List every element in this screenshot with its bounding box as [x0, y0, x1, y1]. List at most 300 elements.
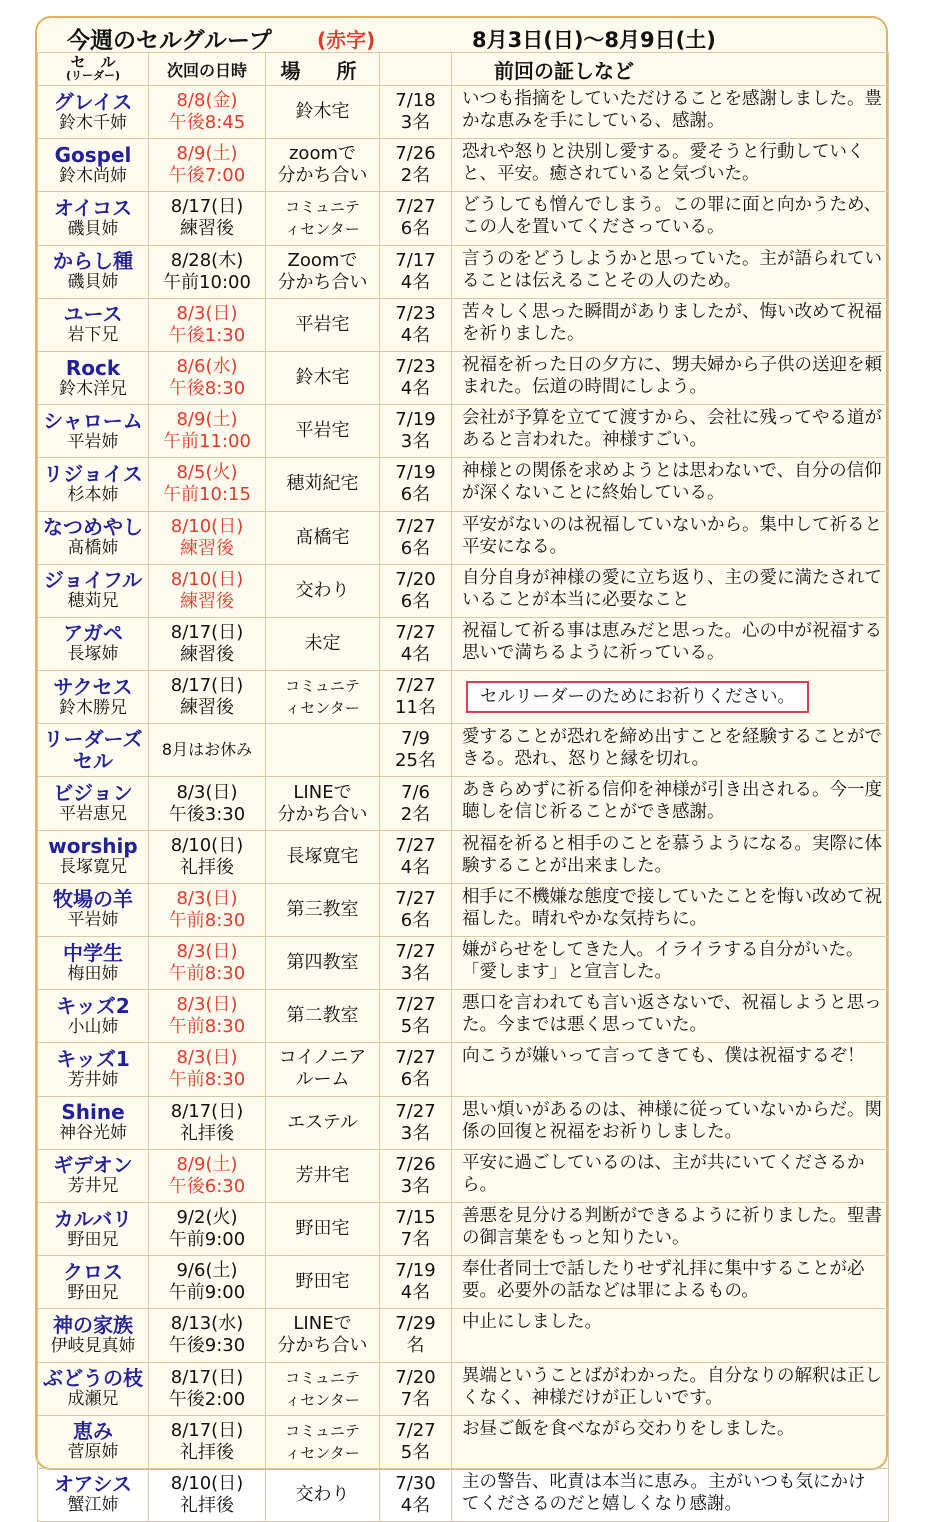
notes-column: [452, 1415, 889, 1468]
notes-column: [452, 671, 889, 724]
next-time: 午前10:00: [163, 271, 251, 293]
title-row: [37, 18, 886, 52]
testimony-text: 中止にしました。: [462, 1312, 602, 1333]
cell-leader: セル: [73, 749, 113, 774]
place-line: 髙橋宅: [295, 526, 350, 548]
next-time: 礼拝後: [180, 1441, 234, 1463]
next-date: 8/17(日): [170, 196, 244, 218]
next-time: 午前8:30: [168, 909, 246, 931]
last-column: [380, 298, 452, 351]
last-count: 4名: [400, 856, 431, 878]
next-column: [149, 830, 266, 883]
cell-leader: 野田兄: [67, 1229, 119, 1250]
next-time: 午前9:00: [168, 1282, 246, 1304]
testimony-text: 平安がないのは祝福していないから。集中して祈ると平安になる。: [462, 514, 882, 557]
last-count: 2名: [400, 803, 431, 825]
cell-column: [38, 830, 149, 883]
place-line: 平岩宅: [295, 420, 350, 442]
cell-leader: 杉本姉: [67, 484, 119, 505]
cell-name: カルバリ: [53, 1206, 133, 1231]
cell-leader: 平岩姉: [67, 910, 119, 931]
notes-column: [452, 298, 889, 351]
place-column: [266, 724, 380, 777]
place-column: [266, 511, 380, 564]
next-time: 午前10:15: [163, 484, 251, 506]
last-date: 7/9: [401, 728, 430, 750]
last-column: [380, 1309, 452, 1362]
table-row: [38, 1468, 889, 1521]
last-column: [380, 671, 452, 724]
testimony-text: 祝福を祈った日の夕方に、甥夫婦から子供の送迎を頼まれた。伝道の時間にしよう。: [462, 354, 882, 397]
place-line: エステル: [287, 1111, 358, 1133]
table-row: [38, 458, 889, 511]
cell-column: [38, 192, 149, 245]
last-count: 4名: [400, 1494, 431, 1516]
last-column: [380, 1202, 452, 1255]
place-line: Zoomで: [287, 249, 358, 271]
place-line: 鈴木宅: [295, 367, 350, 389]
cell-name: リジョイス: [43, 461, 143, 486]
table-row: [38, 1096, 889, 1149]
place-line: 長塚寛宅: [286, 845, 359, 867]
place-column: [266, 830, 380, 883]
last-column: [380, 245, 452, 298]
table-row: [38, 1362, 889, 1415]
cell-name: なつめやし: [43, 515, 143, 540]
place-line: ィセンター: [285, 1390, 360, 1409]
prayer-request-box: セルリーダーのためにお祈りください。: [466, 681, 809, 713]
testimony-text: お昼ご飯を食べながら交わりをしました。: [462, 1418, 795, 1439]
cell-name: 牧場の羊: [53, 887, 133, 912]
next-time: 午前9:00: [168, 1229, 246, 1251]
next-column: [149, 937, 266, 990]
place-column: [266, 351, 380, 404]
place-line: 第三教室: [286, 898, 359, 920]
cell-name: アガペ: [63, 621, 123, 646]
cell-name: オアシス: [54, 1472, 132, 1497]
next-date: 8/9(土): [176, 1153, 238, 1175]
last-count: 7名: [400, 1388, 431, 1410]
cell-name: オイコス: [53, 195, 133, 220]
cell-column: [38, 777, 149, 830]
next-column: [149, 1362, 266, 1415]
cell-leader: 磯貝姉: [67, 218, 119, 239]
last-count: 4名: [400, 271, 431, 293]
notes-column: [452, 1043, 889, 1096]
place-column: [266, 617, 380, 670]
cell-name: サクセス: [53, 674, 133, 699]
last-count: 4名: [400, 643, 431, 665]
cell-column: [38, 458, 149, 511]
header-notes: 前回の証しなど: [452, 53, 889, 86]
place-line: ィセンター: [285, 699, 360, 718]
last-column: [380, 564, 452, 617]
cell-column: [38, 1149, 149, 1202]
next-column: [149, 1043, 266, 1096]
last-column: [380, 192, 452, 245]
cell-name: 恵み: [73, 1419, 113, 1444]
cell-column: [38, 298, 149, 351]
cell-column: [38, 245, 149, 298]
notes-column: [452, 86, 889, 139]
place-line: 交わり: [295, 579, 350, 601]
next-column: [149, 458, 266, 511]
notes-column: [452, 617, 889, 670]
next-time: 午後6:30: [168, 1175, 246, 1197]
header-place: 場 所: [266, 53, 380, 86]
notes-column: [452, 1256, 889, 1309]
next-date: 8/17(日): [170, 621, 244, 643]
last-date: 7/20: [395, 1366, 436, 1388]
cell-name: Gospel: [54, 142, 132, 167]
last-column: [380, 1149, 452, 1202]
table-row: [38, 86, 889, 139]
page-title: 今週のセルグループ: [67, 28, 272, 54]
last-column: [380, 405, 452, 458]
place-line: 第四教室: [286, 952, 359, 974]
cell-column: [38, 724, 149, 777]
table-row: [38, 351, 889, 404]
next-column: [149, 1202, 266, 1255]
next-date: 8/6(水): [176, 356, 238, 378]
next-column: [149, 192, 266, 245]
place-line: 未定: [304, 632, 341, 654]
next-column: [149, 1256, 266, 1309]
next-column: [149, 1468, 266, 1521]
next-time: 礼拝後: [180, 1494, 234, 1516]
last-date: 7/27: [395, 1047, 436, 1069]
table-row: [38, 724, 889, 777]
cell-name: ビジョン: [53, 781, 133, 806]
next-column: [149, 990, 266, 1043]
last-column: [380, 458, 452, 511]
cell-leader: 髙橋姉: [67, 538, 119, 559]
cell-leader: 成瀬兄: [67, 1389, 119, 1410]
place-line: 芳井宅: [295, 1164, 350, 1186]
last-date: 7/23: [395, 302, 436, 324]
place-line: 分かち合い: [277, 271, 368, 293]
last-count: 4名: [400, 378, 431, 400]
next-date: 8/9(土): [176, 409, 238, 431]
last-date: 7/27: [395, 621, 436, 643]
next-date: 9/6(土): [176, 1260, 238, 1282]
next-date: 8/28(木): [170, 249, 244, 271]
next-date: 9/2(火): [176, 1207, 238, 1229]
cell-leader: 野田兄: [67, 1282, 119, 1303]
last-column: [380, 1468, 452, 1521]
notes-column: [452, 245, 889, 298]
cell-leader: 磯貝姉: [67, 272, 119, 293]
next-time: 午後9:30: [168, 1335, 246, 1357]
next-date: 8/10(日): [170, 568, 244, 590]
notes-column: [452, 1362, 889, 1415]
place-column: [266, 298, 380, 351]
next-column: [149, 139, 266, 192]
cell-column: [38, 990, 149, 1043]
cell-column: [38, 617, 149, 670]
schedule-sheet: [35, 16, 888, 1516]
testimony-text: 嫌がらせをしてきた人。イライラする自分がいた。「愛します」と宣言した。: [462, 940, 864, 982]
place-column: [266, 671, 380, 724]
last-count: 7名: [400, 1229, 431, 1251]
testimony-text: 恐れや怒りと決別し愛する。愛そうと行動していくと、平安。癒されていると気づいた。: [462, 142, 865, 185]
next-date: 8/3(日): [176, 1047, 238, 1069]
testimony-text: 相手に不機嫌な態度で接していたことを悔い改めて祝福した。晴れやかな気持ちに。: [462, 886, 882, 929]
testimony-text: 主の警告、叱責は本当に恵み。主がいつも気にかけてくださるのだと嬉しくなり感謝。: [462, 1471, 866, 1514]
cell-column: [38, 1256, 149, 1309]
testimony-text: 善悪を見分ける判断ができるように祈りました。聖書の御言葉をもっと知りたい。: [462, 1205, 882, 1248]
last-count: 6名: [400, 590, 431, 612]
cell-leader: 鈴木勝兄: [59, 697, 127, 718]
testimony-text: 思い煩いがあるのは、神様に従っていないからだ。関係の回復と祝福をお祈りしました。: [462, 1099, 882, 1142]
last-date: 7/30: [395, 1472, 436, 1494]
place-line: 野田宅: [295, 1218, 350, 1240]
cell-leader: 鈴木尚姉: [59, 165, 127, 186]
last-count: 3名: [400, 963, 431, 985]
cell-name: 中学生: [63, 940, 123, 965]
testimony-text: 愛することが恐れを締め出すことを経験することができる。恐れ、怒りと縁を切れ。: [462, 727, 882, 770]
last-date: 7/15: [395, 1207, 436, 1229]
last-column: [380, 777, 452, 830]
notes-column: [452, 564, 889, 617]
last-column: [380, 724, 452, 777]
place-line: コイノニア: [278, 1047, 367, 1069]
place-line: ルーム: [295, 1069, 350, 1091]
table-row: [38, 1256, 889, 1309]
next-column: [149, 724, 266, 777]
last-date: 7/27: [395, 1100, 436, 1122]
table-row: [38, 777, 889, 830]
place-column: [266, 883, 380, 936]
cell-name: シャローム: [43, 408, 143, 433]
next-date: 8/3(日): [176, 941, 238, 963]
next-date: 8/3(日): [176, 302, 238, 324]
place-line: 野田宅: [295, 1271, 350, 1293]
place-column: [266, 1149, 380, 1202]
last-count: 6名: [400, 537, 431, 559]
testimony-text: 向こうが嫌いって言ってきても、僕は祝福するぞ！: [462, 1046, 865, 1067]
next-time: 午後2:00: [168, 1388, 246, 1410]
last-date: 7/27: [395, 887, 436, 909]
cell-leader: 神谷光姉: [59, 1123, 127, 1144]
table-row: [38, 511, 889, 564]
cell-column: [38, 671, 149, 724]
place-column: [266, 1256, 380, 1309]
place-line: LINEで: [293, 1313, 352, 1335]
cell-column: [38, 86, 149, 139]
notes-column: [452, 458, 889, 511]
next-column: [149, 86, 266, 139]
cell-leader: 穂苅兄: [67, 591, 119, 612]
place-line: ィセンター: [285, 1443, 360, 1462]
notes-column: [452, 139, 889, 192]
next-date: 8/3(日): [176, 887, 238, 909]
cell-leader: 平岩恵兄: [59, 804, 127, 825]
last-date: 7/27: [395, 675, 436, 697]
last-column: [380, 990, 452, 1043]
place-column: [266, 86, 380, 139]
notes-column: [452, 351, 889, 404]
place-line: 分かち合い: [277, 803, 368, 825]
notes-column: [452, 1096, 889, 1149]
place-line: zoomで: [288, 143, 356, 165]
place-column: [266, 1096, 380, 1149]
place-column: [266, 1362, 380, 1415]
cell-leader: 鈴木洋兄: [59, 378, 127, 399]
next-column: [149, 511, 266, 564]
next-time: 練習後: [180, 643, 234, 665]
last-column: [380, 1043, 452, 1096]
place-line: コミュニテ: [285, 677, 360, 696]
next-date: 8/3(日): [176, 781, 238, 803]
cell-column: [38, 1362, 149, 1415]
last-count: 6名: [400, 1069, 431, 1091]
cell-column: [38, 511, 149, 564]
place-line: コミュニテ: [285, 1421, 360, 1440]
testimony-text: 祝福して祈る事は恵みだと思った。心の中が祝福する思いで満ちるように祈っている。: [462, 620, 882, 663]
last-date: 7/26: [395, 143, 436, 165]
place-line: 第二教室: [286, 1005, 359, 1027]
next-column: [149, 671, 266, 724]
last-count: 3名: [400, 431, 431, 453]
last-column: [380, 883, 452, 936]
cell-name: Shine: [61, 1100, 125, 1125]
next-time: 午前11:00: [163, 431, 251, 453]
cell-column: [38, 937, 149, 990]
testimony-text: 異端ということばがわかった。自分なりの解釈は正しくなく、神様だけが正しいです。: [462, 1365, 882, 1408]
last-count: 11名: [395, 697, 436, 719]
last-count: 名: [406, 1335, 425, 1357]
notes-column: [452, 1149, 889, 1202]
last-column: [380, 937, 452, 990]
last-column: [380, 1415, 452, 1468]
place-line: 平岩宅: [295, 313, 350, 335]
last-column: [380, 1362, 452, 1415]
place-line: 穂苅紀宅: [286, 473, 359, 495]
cell-leader: 芳井兄: [67, 1176, 119, 1197]
place-column: [266, 990, 380, 1043]
notes-column: [452, 511, 889, 564]
cell-leader: 梅田姉: [67, 963, 119, 984]
cell-column: [38, 1096, 149, 1149]
place-column: [266, 1043, 380, 1096]
testimony-text: いつも指摘をしていただけることを感謝しました。豊かな恵みを手にしている、感謝。: [462, 89, 882, 131]
cell-column: [38, 1415, 149, 1468]
table-row: [38, 1202, 889, 1255]
table-row: [38, 937, 889, 990]
last-column: [380, 830, 452, 883]
testimony-text: 奉仕者同士で話したりせず礼拝に集中することが必要。必要外の話などは罪によるもの。: [462, 1259, 865, 1302]
next-date: 8/17(日): [170, 1366, 244, 1388]
next-column: [149, 1149, 266, 1202]
cell-group-table: [37, 52, 889, 1522]
next-column: [149, 298, 266, 351]
cell-name: 神の家族: [53, 1312, 133, 1337]
cell-name: キッズ1: [56, 1046, 130, 1071]
next-date: 8/10(日): [170, 515, 244, 537]
next-column: [149, 1096, 266, 1149]
next-column: [149, 1309, 266, 1362]
notes-column: [452, 192, 889, 245]
place-column: [266, 1468, 380, 1521]
last-count: 3名: [400, 1175, 431, 1197]
testimony-text: 自分自身が神様の愛に立ち返り、主の愛に満たされていることが本当に必要なこと: [462, 567, 882, 610]
cell-leader: 長塚姉: [67, 644, 119, 665]
last-count: 3名: [400, 1122, 431, 1144]
next-date: 8月はお休み: [161, 740, 253, 760]
table-row: [38, 405, 889, 458]
cell-name: ユース: [63, 302, 123, 327]
cell-column: [38, 351, 149, 404]
cell-leader: 蟹江姉: [67, 1495, 119, 1516]
last-date: 7/17: [395, 249, 436, 271]
last-column: [380, 139, 452, 192]
header-last: [380, 53, 452, 86]
testimony-text: 悪口を言われても言い返さないで、祝福しようと思った。今までは悪く思っていた。: [462, 993, 882, 1036]
place-column: [266, 139, 380, 192]
cell-leader: 菅原姉: [67, 1442, 119, 1463]
next-date: 8/8(金): [176, 90, 238, 112]
place-line: コミュニテ: [285, 1368, 360, 1387]
cell-name: Rock: [65, 355, 121, 380]
last-count: 4名: [400, 324, 431, 346]
cell-name: からし種: [53, 249, 133, 274]
next-date: 8/10(日): [170, 1472, 244, 1494]
last-count: 25名: [395, 750, 436, 772]
cell-column: [38, 564, 149, 617]
cell-column: [38, 139, 149, 192]
header-row: [38, 53, 889, 86]
testimony-text: 苦々しく思った瞬間がありましたが、悔い改めて祝福を祈りました。: [462, 301, 882, 344]
notes-column: [452, 990, 889, 1043]
next-time: 午後8:30: [168, 378, 246, 400]
place-line: 鈴木宅: [295, 101, 350, 123]
table-row: [38, 564, 889, 617]
place-column: [266, 564, 380, 617]
last-column: [380, 86, 452, 139]
next-column: [149, 883, 266, 936]
table-row: [38, 617, 889, 670]
table-row: [38, 1149, 889, 1202]
cell-column: [38, 883, 149, 936]
testimony-text: 会社が予算を立てて渡すから、会社に残ってやる道があると言われた。神様すごい。: [462, 408, 882, 451]
next-time: 午後1:30: [168, 324, 246, 346]
cell-leader: 小山姉: [67, 1016, 119, 1037]
notes-column: [452, 777, 889, 830]
last-date: 7/27: [395, 994, 436, 1016]
table-row: [38, 1043, 889, 1096]
cell-name: クロス: [63, 1259, 123, 1284]
next-date: 8/13(水): [170, 1313, 244, 1335]
header-next: 次回の日時: [149, 53, 266, 86]
header-cell: [38, 53, 149, 86]
notes-column: [452, 1468, 889, 1521]
place-column: [266, 405, 380, 458]
testimony-text: 神様との関係を求めようとは思わないで、自分の信仰が深くないことに終始している。: [462, 461, 882, 504]
place-column: [266, 777, 380, 830]
next-time: 午前8:30: [168, 963, 246, 985]
place-column: [266, 245, 380, 298]
next-time: 午後7:00: [168, 165, 246, 187]
next-column: [149, 564, 266, 617]
cell-leader: 平岩姉: [67, 431, 119, 452]
place-line: コミュニテ: [285, 198, 360, 217]
place-line: 分かち合い: [277, 1335, 368, 1357]
last-date: 7/26: [395, 1153, 436, 1175]
place-line: 分かち合い: [277, 165, 368, 187]
last-date: 7/27: [395, 196, 436, 218]
last-date: 7/18: [395, 90, 436, 112]
